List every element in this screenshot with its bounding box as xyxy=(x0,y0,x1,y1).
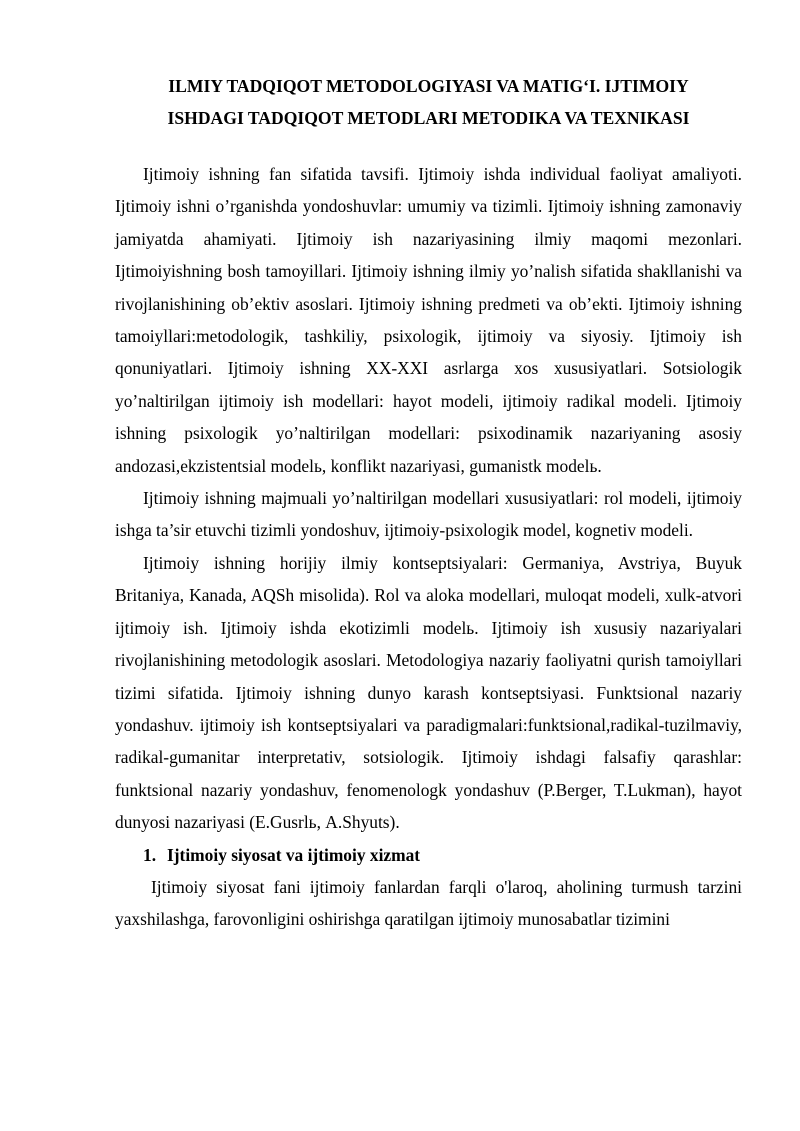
section-heading-text: Ijtimoiy siyosat va ijtimoiy xizmat xyxy=(167,844,421,865)
document-page xyxy=(115,70,742,936)
body-paragraph-2: Ijtimoiy ishning majmuali yo’naltirilgan modellari xususiyatlari: rol modeli, ijtimoiy ishga ta’sir etuvchi tizimli yondoshuv, ijtimoiy-psixologik model, kognetiv modeli. xyxy=(115,488,742,541)
section-paragraph: Ijtimoiy siyosat fani ijtimoiy fanlardan farqli o'laroq, aholining turmush tarzini yaxshilashga, farovonligini oshirishga qaratilgan ijtimoiy munosabatlar tizimini xyxy=(115,876,742,930)
body-paragraph-3: Ijtimoiy ishning horijiy ilmiy kontseptsiyalari: Germaniya, Avstriya, Buyuk Britaniya, Kanada, AQSh misolida). Rol va aloka modellari, muloqat modeli, xulk-atvori ijtimoiy ish. Ijtimoiy ishda ekotizimli modelь. Ijtimoiy ish xususiy nazariyalari rivojlanishining metodologik asoslari. Metodologiya nazariy faoliyatni qurish tamoiyllari tizimi sifatida. Ijtimoiy ishning dunyo karash kontseptsiyasi. Funktsional nazariy yondashuv. ijtimoiy ish kontseptsiyalari va paradigmalari:funktsional,radikal-tuzilmaviy, radikal-gumanitar interpretativ, sotsiologik. Ijtimoiy ishdagi falsafiy qarashlar: funktsional nazariy yondashuv, fenomenologk yondashuv (P.Berger, T.Lukman), hayot dunyosi nazariyasi (E.Gusrlь, A.Shyuts). xyxy=(115,552,742,833)
title-line-2: ISHDAGI TADQIQOT METODLARI METODIKA VA TEXNIKASI xyxy=(167,108,690,128)
section-number: 1. xyxy=(143,844,157,865)
title-line-1: ILMIY TADQIQOT METODOLOGIYASI VA MATIG‘I. IJTIMOIY xyxy=(168,76,689,96)
document-title xyxy=(115,70,742,134)
body-paragraph-1: Ijtimoiy ishning fan sifatida tavsifi. Ijtimoiy ishda individual faoliyat amaliyoti. Ijtimoiy ishni o’rganishda yondoshuvlar: umumiy va tizimli. Ijtimoiy ishning zamonaviy jamiyatda ahamiyati. Ijtimoiy ish nazariyasining ilmiy maqomi mezonlari. Ijtimoiyishning bosh tamoyillari. Ijtimoiy ishning ilmiy yo’nalish sifatida shakllanishi va rivojlanishining ob’ektiv asoslari. Ijtimoiy ishning predmeti va ob’ekti. Ijtimoiy ishning tamoiyllari:metodologik, tashkiliy, psixologik, ijtimoiy va siyosiy. Ijtimoiy ish qonuniyatlari. Ijtimoiy ishning XX-XXI asrlarga xos xususiyatlari. Sotsiologik yo’naltirilgan ijtimoiy ish modellari: hayot modeli, ijtimoiy radikal modeli. Ijtimoiy ishning psixologik yo’naltirilgan modellari: psixodinamik nazariyaning asosiy andozasi,ekzistentsial modelь, konflikt nazariyasi, gumanistk modelь. xyxy=(115,164,742,476)
section-heading xyxy=(115,839,742,871)
